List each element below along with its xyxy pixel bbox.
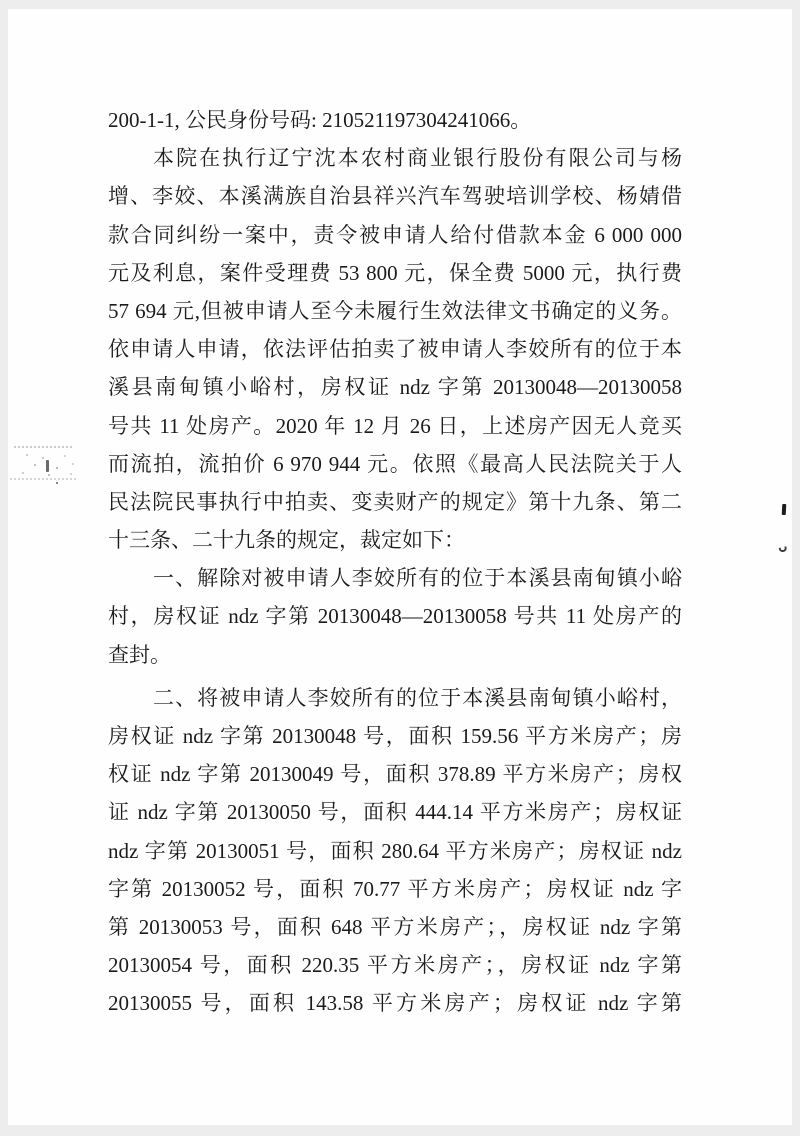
document-line: 查封。	[108, 642, 171, 667]
scan-artifact-smudge-row	[10, 478, 76, 480]
scan-artifact-speckles	[12, 450, 14, 452]
document-line: 号共 11 处房产。2020 年 12 月 26 日，上述房产因无人竞买	[108, 413, 682, 438]
document-line: 元及利息，案件受理费 53 800 元，保全费 5000 元，执行费	[108, 260, 682, 285]
scan-artifact-dash	[46, 460, 49, 472]
scanned-page	[8, 9, 792, 1125]
document-line: 一、解除对被申请人李姣所有的位于本溪县南甸镇小峪	[153, 566, 682, 591]
document-line: 200-1-1, 公民身份号码: 210521197304241066。	[108, 108, 532, 132]
document-line: 依申请人申请，依法评估拍卖了被申请人李姣所有的位于本	[108, 337, 682, 362]
document-line: 增、李姣、本溪满族自治县祥兴汽车驾驶培训学校、杨婧借	[108, 184, 682, 209]
document-line: 二、将被申请人李姣所有的位于本溪县南甸镇小峪村，	[153, 685, 682, 710]
document-line: 第 20130053 号，面积 648 平方米房产；，房权证 ndz 字第	[108, 914, 682, 939]
document-text	[108, 101, 682, 1023]
document-line: 权证 ndz 字第 20130049 号，面积 378.89 平方米房产；房权	[108, 762, 682, 787]
document-line: 民法院民事执行中拍卖、变卖财产的规定》第十九条、第二	[108, 489, 682, 514]
document-line: 村，房权证 ndz 字第 20130048—20130058 号共 11 处房产的	[108, 604, 682, 629]
document-line: 而流拍，流拍价 6 970 944 元。依照《最高人民法院关于人	[108, 451, 682, 476]
document-line: 十三条、二十九条的规定，裁定如下：	[108, 528, 465, 553]
document-line: ndz 字第 20130051 号，面积 280.64 平方米房产；房权证 ndz	[108, 838, 682, 863]
scan-artifact-ink-mark	[779, 546, 788, 553]
document-line: 本院在执行辽宁沈本农村商业银行股份有限公司与杨	[153, 146, 682, 171]
document-line: 字第 20130052 号，面积 70.77 平方米房产；房权证 ndz 字	[108, 876, 682, 901]
scan-artifact-smudge-row	[14, 446, 72, 448]
document-line: 20130055 号，面积 143.58 平方米房产；房权证 ndz 字第	[108, 991, 682, 1016]
document-line: 20130054 号，面积 220.35 平方米房产；，房权证 ndz 字第	[108, 953, 682, 978]
scan-artifact-ink-mark	[782, 504, 787, 515]
document-line: 57 694 元,但被申请人至今未履行生效法律文书确定的义务。	[108, 298, 682, 323]
document-line: 证 ndz 字第 20130050 号，面积 444.14 平方米房产；房权证	[108, 800, 682, 825]
document-line: 房权证 ndz 字第 20130048 号，面积 159.56 平方米房产；房	[108, 724, 682, 748]
document-line: 款合同纠纷一案中，责令被申请人给付借款本金 6 000 000	[108, 222, 682, 247]
document-line: 溪县南甸镇小峪村，房权证 ndz 字第 20130048—20130058	[108, 375, 682, 400]
